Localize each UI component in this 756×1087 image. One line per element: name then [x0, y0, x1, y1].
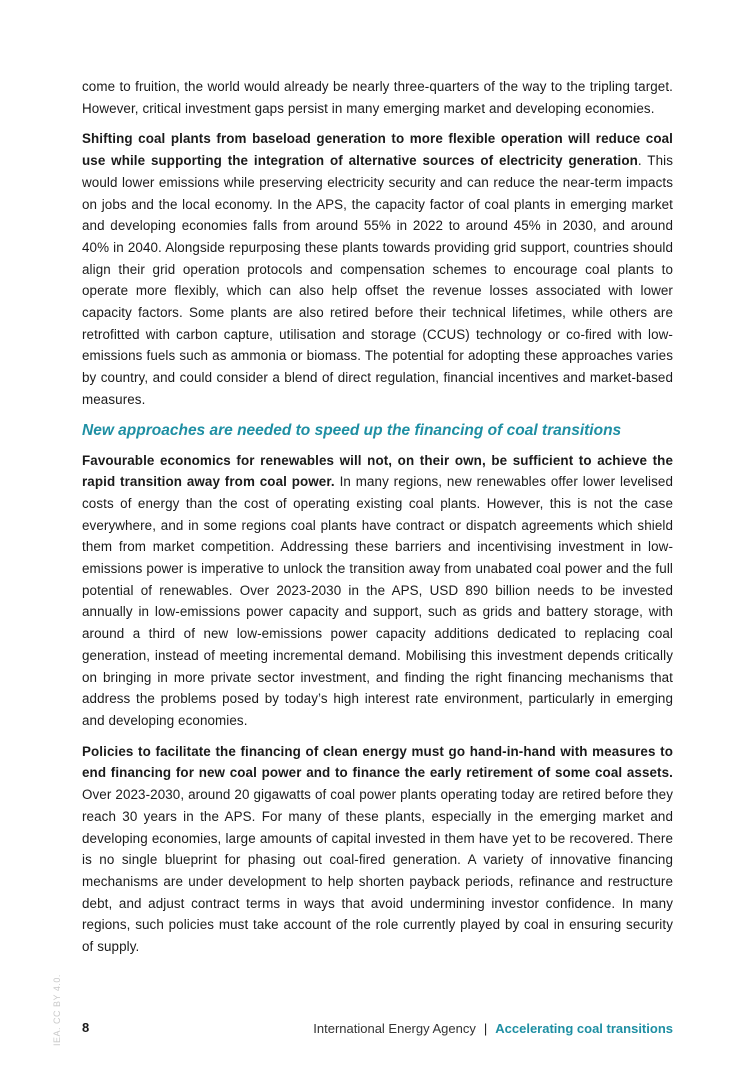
paragraph-lead: Favourable economics for renewables will not, on their own, be sufficient to achieve the rapid transition away from coal power. [82, 452, 673, 490]
section-heading: New approaches are needed to speed up the financing of coal transitions [82, 421, 622, 439]
paragraph-financing-policies [82, 741, 673, 958]
paragraph-body: . This would lower emissions while preserving electricity security and can reduce the near-term impacts on jobs and the local economy. In the APS, the capacity factor of coal plants in emerging market and developing economies falls from around 55% in 2022 to around 45% in 2030, and around 40% in 2040. Alongside repurposing these plants towards providing grid support, countries should align their grid operation protocols and compensation schemes to encourage coal plants to operate more flexibly, which can also help offset the revenue losses associated with lower capacity factors. Some plants are also retired before their technical lifetimes, while others are retrofitted with carbon capture, utilisation and storage (CCUS) technology or co-fired with low-emissions fuels such as ammonia or biomass. The potential for adopting these approaches varies by country, and could consider a blend of direct regulation, financial incentives and market-based measures. [82, 153, 673, 407]
document-body [82, 76, 673, 967]
paragraph-body: Over 2023-2030, around 20 gigawatts of coal power plants operating today are retired before they reach 30 years in the APS. For many of these plants, especially in the emerging market and developing economies, large amounts of capital invested in them have yet to be recovered. There is no single blueprint for phasing out coal-fired generation. A variety of innovative financing mechanisms are under development to help shorten payback periods, refinance and restructure debt, and adjust contract terms in ways that avoid undermining investor confidence. In many regions, such policies must take account of the role currently played by coal in ensuring security of supply. [82, 787, 673, 955]
license-credit: IEA. CC BY 4.0. [52, 974, 62, 1046]
paragraph-flexible-operation [82, 128, 673, 410]
paragraph-lead: Shifting coal plants from baseload generation to more flexible operation will reduce coal use while supporting the integration of alternative sources of electricity generation [82, 131, 673, 169]
footer-separator: | [483, 1021, 488, 1036]
paragraph-intro-text: come to fruition, the world would already be nearly three-quarters of the way to the tripling target. However, critical investment gaps persist in many emerging market and developing economies. [82, 79, 673, 116]
paragraph-body: In many regions, new renewables offer lower levelised costs of energy than the cost of operating existing coal plants. However, this is not the case everywhere, and in some regions coal plants have contract or dispatch agreements which shield them from market competition. Addressing these barriers and incentivising investment in low-emissions power is imperative to unlock the transition away from unabated coal power and the full potential of renewables. Over 2023-2030 in the APS, USD 890 billion needs to be invested annually in low-emissions power capacity and support, such as grids and battery storage, with around a third of new low-emissions power capacity additions dedicated to replacing coal generation, instead of meeting incremental demand. Mobilising this investment depends critically on bringing in more private sector investment, and finding the right financing mechanisms that address the problems posed by today’s high interest rate environment, particularly in emerging and developing economies. [82, 474, 673, 728]
publisher-name: International Energy Agency [313, 1021, 476, 1036]
paragraph-lead: Policies to facilitate the financing of clean energy must go hand-in-hand with measures to end financing for new coal power and to finance the early retirement of some coal assets. [82, 743, 673, 781]
paragraph-intro [82, 76, 673, 119]
page-number: 8 [82, 1020, 90, 1035]
paragraph-renewables-economics [82, 450, 673, 732]
report-title: Accelerating coal transitions [495, 1021, 673, 1036]
page-footer [313, 1021, 673, 1036]
